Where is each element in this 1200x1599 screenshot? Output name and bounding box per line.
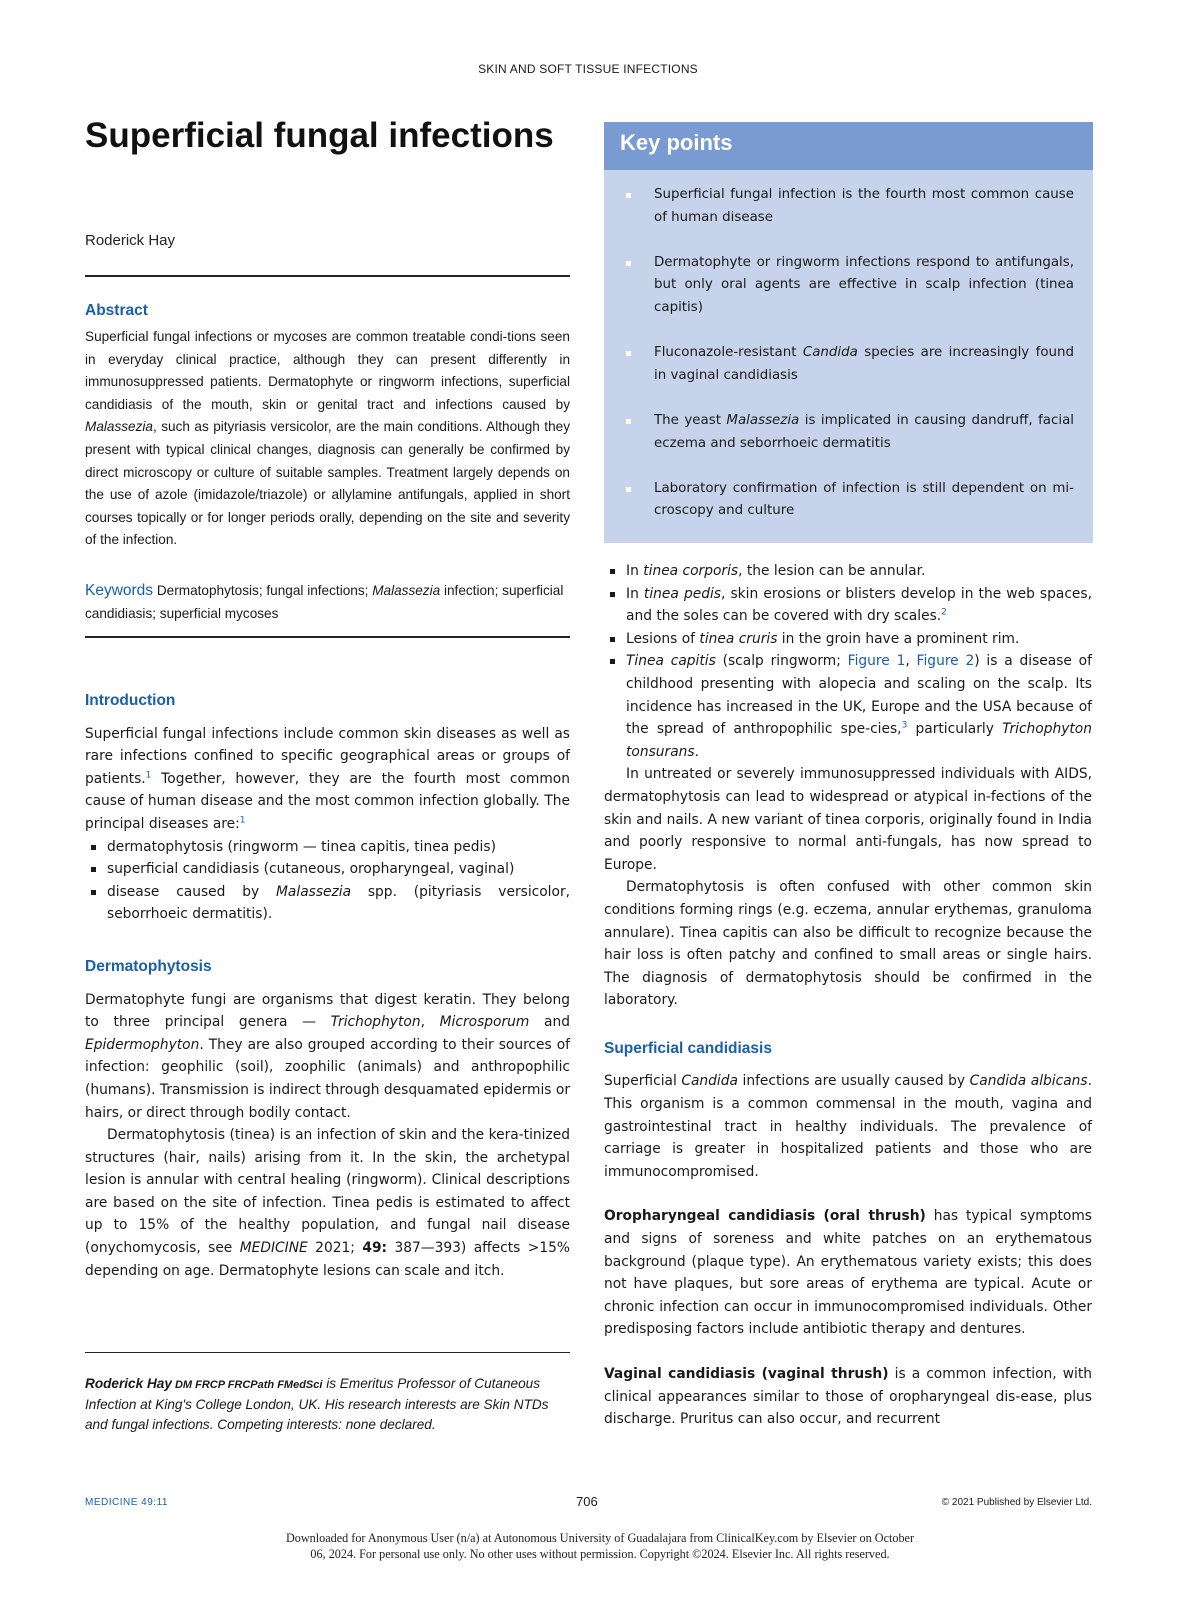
reference-1: 1 [145,770,152,781]
bio-divider [85,1352,570,1353]
introduction-paragraph: Superficial fungal infections include common skin diseases as well as rare infections confined to specific geographical areas or groups of patients.$^1$ Together, however, they are the fourth most common cause of human disease and the most common infection globally. The principal diseases are:$^1$ [85,725,570,832]
dermatophytosis-heading: Dermatophytosis [85,957,212,975]
dermatophytosis-paragraph-2: Dermatophytosis (tinea) is an infection of skin and the kera-tinized structures (hair, nails) arising from it. In the skin, the archetypal lesion is annular with central healing (ringworm). Clinical descriptions are based on the site of infection. Tinea pedis is estimated to affect up to 15% of the healthy population, and fungal nail disease (onychomycosis, see MEDICINE 2021; 49: 387—393) affects >15% depending on age. Dermatophyte lesions can scale and itch. [85,1127,570,1279]
list-item: disease caused by Malassezia spp. (pityriasis versicolor, seborrhoeic dermatitis). [85,881,570,926]
page-number: 706 [576,1494,598,1509]
key-points-list [624,184,1074,546]
list-item: dermatophytosis (ringworm — tinea capitis, tinea pedis) [85,836,570,859]
key-point: Fluconazole-resistant Candida species are increasingly found in vaginal candidiasis [624,342,1074,387]
author-bio: Roderick Hay DM FRCP FRCPath FMedSci is Emeritus Professor of Cutaneous Infection at King's College London, UK. His research interests are Skin NTDs and fungal infections. Competing interests: none declared. [85,1376,549,1432]
running-head: SKIN AND SOFT TISSUE INFECTIONS [478,62,698,76]
author-name: Roderick Hay [85,232,176,249]
key-point: The yeast Malassezia is implicated in causing dandruff, facial eczema and seborrhoeic dermatitis [624,410,1074,455]
left-column [85,690,570,1282]
oropharyngeal-subheading: Oropharyngeal candidiasis (oral thrush) [604,1208,926,1225]
reference-3: 3 [901,720,908,731]
figure-2-link[interactable]: Figure 2 [916,653,975,670]
keywords-label: Keywords [85,582,154,599]
download-notice: Downloaded for Anonymous User (n/a) at Autonomous University of Guadalajara from ClinicalKey.com by Elsevier on October 06, 2024. For personal use only. No other uses without permission. Copyright ©2024. Elsevier Inc. All rights reserved. [285,1531,915,1561]
principal-diseases-list [85,836,570,926]
reference-1b: 1 [239,815,246,826]
reference-2: 2 [941,607,947,618]
key-point: Superficial fungal infection is the fourth most common cause of human disease [624,184,1074,229]
abstract-divider [85,636,570,638]
list-item: In tinea corporis, the lesion can be annular. [604,560,1092,583]
abstract-text: Superficial fungal infections or mycoses are common treatable condi-tions seen in everyday clinical practice, although they can present differently in immunosuppressed patients. Dermatophyte or ringworm infections, superficial candidiasis of the mouth, skin or genital tract and infections caused by Malassezia, such as pityriasis versicolor, are the main conditions. Although they present with typical clinical changes, diagnosis can generally be confirmed by direct microscopy or culture of suitable samples. Treatment largely depends on the use of azole (imidazole/triazole) or allylamine antifungals, applied in short courses topically or for longer periods orally, depending on the site and severity of the infection. [85,329,570,548]
key-point: Laboratory confirmation of infection is still dependent on mi-croscopy and culture [624,478,1074,523]
oropharyngeal-paragraph: Oropharyngeal candidiasis (oral thrush) has typical symptoms and signs of soreness and white patches on an erythematous background (plaque type). An erythematous variety exists; this does not have plaques, but sore areas of erythema are typical. Acute or chronic infection can occur in immunocompromised individuals. Other predisposing factors include antibiotic therapy and dentures. [604,1208,1092,1338]
list-item: Lesions of tinea cruris in the groin have a prominent rim. [604,628,1092,651]
key-point: Dermatophyte or ringworm infections respond to antifungals, but only oral agents are effective in scalp infection (tinea capitis) [624,252,1074,320]
list-item: In tinea pedis, skin erosions or blisters develop in the web spaces, and the soles can be covered with dry scales.$^2$ [604,583,1092,628]
confusion-paragraph: Dermatophytosis is often confused with other common skin conditions forming rings (e.g. eczema, annular erythemas, granuloma annulare). Tinea capitis can also be difficult to recognize because the hair loss is often patchy and confined to small areas or single hairs. The diagnosis of dermatophytosis should be confirmed in the laboratory. [604,879,1092,1009]
candidiasis-paragraph: Superficial Candida infections are usually caused by Candida albicans. This organism is a common commensal in the mouth, vagina and gastrointestinal tract in healthy individuals. The prevalence of carriage is greater in hospitalized patients and those who are immunocompromised. [604,1073,1093,1180]
right-column [604,560,1092,1431]
keywords: Keywords Dermatophytosis; fungal infections; Malassezia infection; superficial candidiasis; superficial mycoses [85,582,564,621]
introduction-heading: Introduction [85,692,176,709]
list-item: Tinea capitis (scalp ringworm; Figure 1, Figure 2) is a disease of childhood presenting with alopecia and scaling on the scalp. Its incidence has increased in the UK, Europe and the USA because of the spread of anthropophilic spe-cies,$^3$ particularly Trichophyton tonsurans. [604,650,1092,763]
tinea-list [604,560,1092,763]
figure-1-link[interactable]: Figure 1 [847,653,906,670]
list-item: superficial candidiasis (cutaneous, oropharyngeal, vaginal) [85,858,570,881]
key-points-title: Key points [620,130,733,155]
abstract-heading: Abstract [85,302,148,319]
dermatophytosis-paragraph-1: Dermatophyte fungi are organisms that digest keratin. They belong to three principal genera — Trichophyton, Microsporum and Epidermophyton. They are also grouped according to their sources of infection: geophilic (soil), zoophilic (animals) and anthropophilic (humans). Transmission is indirect through desquamated epidermis or hairs, or direct through bodily contact. [85,991,570,1121]
journal-citation: MEDICINE 49:11 [85,1497,168,1508]
candidiasis-heading: Superficial candidiasis [604,1039,772,1057]
title-divider [85,275,570,277]
immunosuppressed-paragraph: In untreated or severely immunosuppressed individuals with AIDS, dermatophytosis can lead to widespread or atypical in-fections of the skin and nails. A new variant of tinea corporis, originally found in India and poorly responsive to normal anti-fungals, has now spread to Europe. [604,766,1092,873]
vaginal-subheading: Vaginal candidiasis (vaginal thrush) [604,1366,889,1382]
vaginal-paragraph: Vaginal candidiasis (vaginal thrush) is a common infection, with clinical appearances similar to those of oropharyngeal dis-ease, plus discharge. Pruritus can also occur, and recurrent [604,1366,1092,1428]
article-title: Superficial fungal infections [85,116,554,155]
copyright-notice: © 2021 Published by Elsevier Ltd. [941,1497,1092,1508]
bio-name: Roderick Hay [85,1376,172,1391]
